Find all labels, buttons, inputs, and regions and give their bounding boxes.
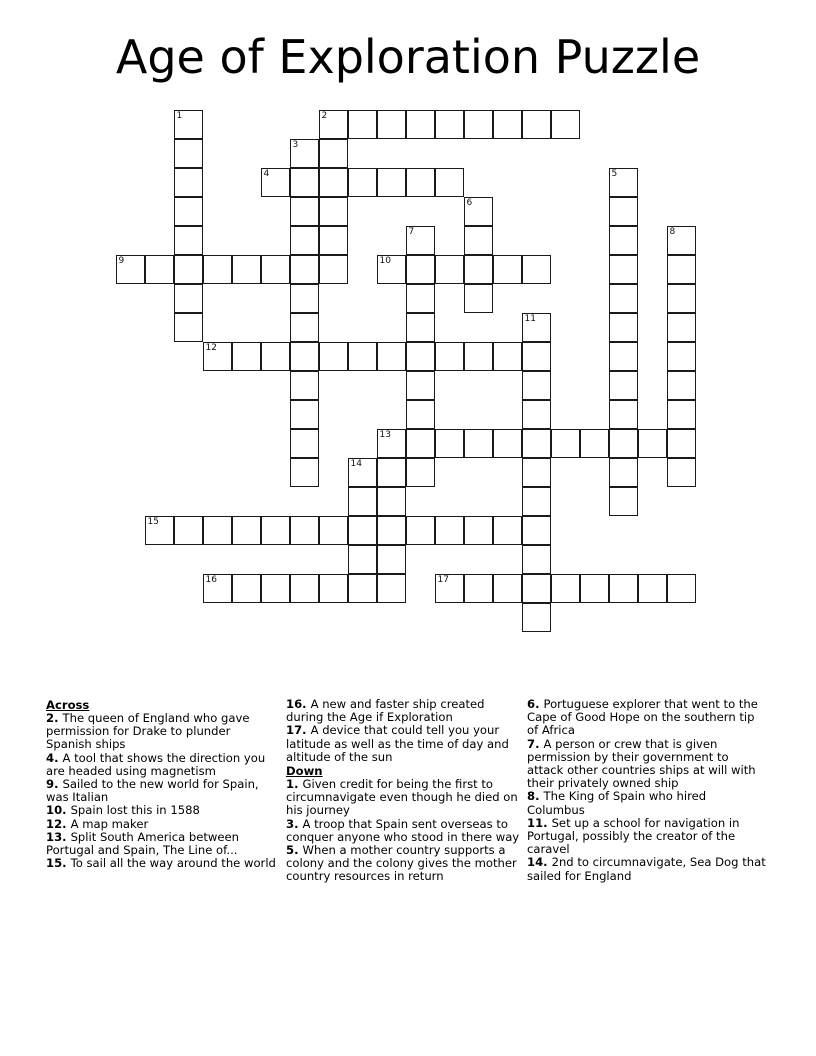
- clue-text: The King of Spain who hired Columbus: [527, 789, 707, 817]
- clues-column-2: [286, 698, 522, 884]
- grid-cell[interactable]: [522, 313, 551, 342]
- grid-cell[interactable]: [493, 255, 522, 284]
- grid-cell[interactable]: [464, 197, 493, 226]
- clue-number: 13.: [46, 829, 71, 844]
- clue-text: A new and faster ship created during the Age if Exploration: [286, 697, 485, 725]
- grid-cell[interactable]: [377, 255, 406, 284]
- grid-cell[interactable]: [290, 371, 319, 400]
- grid-cell[interactable]: [522, 603, 551, 632]
- grid-cell[interactable]: [348, 342, 377, 371]
- clue-across-16: [286, 698, 522, 724]
- down-heading: Down: [286, 764, 323, 779]
- grid-cell[interactable]: [464, 342, 493, 371]
- clue-text: Given credit for being the first to circumnavigate even though he died on his journey: [286, 777, 518, 818]
- grid-cell[interactable]: [435, 342, 464, 371]
- grid-cell[interactable]: [406, 313, 435, 342]
- grid-cell[interactable]: [261, 574, 290, 603]
- grid-cell[interactable]: [290, 284, 319, 313]
- grid-cell[interactable]: [348, 168, 377, 197]
- grid-cell[interactable]: [464, 516, 493, 545]
- grid-cell[interactable]: [667, 255, 696, 284]
- grid-cell[interactable]: [232, 342, 261, 371]
- grid-cell[interactable]: [348, 574, 377, 603]
- grid-cell[interactable]: [435, 429, 464, 458]
- grid-cell[interactable]: [493, 110, 522, 139]
- cell-number: 10: [379, 256, 391, 266]
- clue-across-13: [46, 831, 278, 857]
- across-heading: Across: [46, 698, 90, 712]
- grid-cell[interactable]: [232, 516, 261, 545]
- grid-cell[interactable]: [609, 458, 638, 487]
- grid-cell[interactable]: [406, 255, 435, 284]
- clue-text: To sail all the way around the world: [70, 856, 276, 871]
- grid-cell[interactable]: [174, 313, 203, 342]
- grid-cell[interactable]: [493, 516, 522, 545]
- clue-down-11: [527, 817, 767, 857]
- grid-cell[interactable]: [377, 574, 406, 603]
- clue-number: 10.: [46, 803, 71, 818]
- clue-number: 3.: [286, 816, 303, 831]
- grid-cell[interactable]: [290, 197, 319, 226]
- clue-text: A person or crew that is given permission by their government to attack other countries ships at will with their privately owned ship: [527, 736, 756, 791]
- grid-cell[interactable]: [377, 168, 406, 197]
- cell-number: 4: [263, 169, 270, 179]
- clue-number: 7.: [527, 736, 544, 751]
- clues-column-3: [527, 698, 767, 883]
- grid-cell[interactable]: [174, 284, 203, 313]
- grid-cell[interactable]: [609, 313, 638, 342]
- grid-cell[interactable]: [290, 574, 319, 603]
- grid-cell[interactable]: [464, 110, 493, 139]
- grid-cell[interactable]: [609, 255, 638, 284]
- clue-down-7: [527, 738, 767, 791]
- grid-cell[interactable]: [406, 429, 435, 458]
- grid-cell[interactable]: [667, 429, 696, 458]
- grid-cell[interactable]: [174, 139, 203, 168]
- grid-cell[interactable]: [522, 545, 551, 574]
- grid-cell[interactable]: [203, 342, 232, 371]
- clue-text: A map maker: [70, 816, 149, 831]
- grid-cell[interactable]: [290, 226, 319, 255]
- grid-cell[interactable]: [406, 516, 435, 545]
- grid-cell[interactable]: [609, 226, 638, 255]
- grid-cell[interactable]: [522, 516, 551, 545]
- clue-number: 4.: [46, 750, 63, 765]
- grid-cell[interactable]: [435, 168, 464, 197]
- grid-cell[interactable]: [406, 284, 435, 313]
- clue-text: When a mother country supports a colony and the colony gives the mother country resources in return: [286, 843, 517, 884]
- grid-cell[interactable]: [464, 255, 493, 284]
- page-title: Age of Exploration Puzzle: [115, 30, 701, 84]
- grid-cell[interactable]: [464, 429, 493, 458]
- clue-across-4: [46, 752, 278, 778]
- grid-cell[interactable]: [667, 371, 696, 400]
- grid-cell[interactable]: [522, 110, 551, 139]
- grid-cell[interactable]: [522, 458, 551, 487]
- grid-cell[interactable]: [290, 139, 319, 168]
- clue-down-8: [527, 790, 767, 816]
- grid-cell[interactable]: [116, 255, 145, 284]
- grid-cell[interactable]: [406, 110, 435, 139]
- grid-cell[interactable]: [667, 226, 696, 255]
- grid-cell[interactable]: [464, 284, 493, 313]
- grid-cell[interactable]: [609, 429, 638, 458]
- grid-cell[interactable]: [348, 487, 377, 516]
- grid-cell[interactable]: [406, 458, 435, 487]
- grid-cell[interactable]: [290, 313, 319, 342]
- grid-cell[interactable]: [493, 574, 522, 603]
- grid-cell[interactable]: [174, 197, 203, 226]
- clue-down-6: [527, 698, 767, 738]
- grid-cell[interactable]: [261, 342, 290, 371]
- grid-cell[interactable]: [174, 516, 203, 545]
- grid-cell[interactable]: [348, 516, 377, 545]
- grid-cell[interactable]: [406, 400, 435, 429]
- cell-number: 6: [466, 198, 473, 208]
- cell-number: 13: [379, 430, 391, 440]
- clue-text: A device that could tell you your latitude as well as the time of day and altitude of the sun: [286, 723, 509, 764]
- clue-number: 8.: [527, 789, 544, 804]
- grid-cell[interactable]: [406, 226, 435, 255]
- grid-cell[interactable]: [232, 574, 261, 603]
- grid-cell[interactable]: [406, 342, 435, 371]
- grid-cell[interactable]: [174, 226, 203, 255]
- grid-cell[interactable]: [290, 400, 319, 429]
- grid-cell[interactable]: [290, 255, 319, 284]
- grid-cell[interactable]: [377, 545, 406, 574]
- clue-down-1: [286, 778, 522, 818]
- grid-cell[interactable]: [174, 168, 203, 197]
- grid-cell[interactable]: [290, 342, 319, 371]
- grid-cell[interactable]: [290, 168, 319, 197]
- cell-number: 16: [205, 575, 217, 585]
- cell-number: 14: [350, 459, 362, 469]
- grid-cell[interactable]: [145, 255, 174, 284]
- grid-cell[interactable]: [638, 429, 667, 458]
- grid-cell[interactable]: [493, 429, 522, 458]
- cell-number: 8: [669, 227, 676, 237]
- grid-cell[interactable]: [522, 487, 551, 516]
- grid-cell[interactable]: [203, 574, 232, 603]
- grid-cell[interactable]: [667, 313, 696, 342]
- clue-down-14: [527, 856, 767, 882]
- clue-number: 9.: [46, 777, 63, 792]
- grid-cell[interactable]: [667, 284, 696, 313]
- clue-text: 2nd to circumnavigate, Sea Dog that sailed for England: [527, 855, 766, 883]
- clue-number: 15.: [46, 856, 71, 871]
- grid-cell[interactable]: [609, 168, 638, 197]
- grid-cell[interactable]: [464, 226, 493, 255]
- grid-cell[interactable]: [406, 371, 435, 400]
- grid-cell[interactable]: [203, 516, 232, 545]
- grid-cell[interactable]: [290, 429, 319, 458]
- clue-text: Split South America between Portugal and Spain, The Line of...: [46, 829, 239, 858]
- grid-cell[interactable]: [435, 574, 464, 603]
- clue-text: A tool that shows the direction you are headed using magnetism: [46, 750, 266, 778]
- grid-cell[interactable]: [522, 342, 551, 371]
- grid-cell[interactable]: [174, 255, 203, 284]
- grid-cell[interactable]: [638, 574, 667, 603]
- grid-cell[interactable]: [319, 110, 348, 139]
- grid-cell[interactable]: [522, 255, 551, 284]
- grid-cell[interactable]: [667, 574, 696, 603]
- grid-cell[interactable]: [174, 110, 203, 139]
- clue-number: 16.: [286, 697, 311, 711]
- grid-cell[interactable]: [609, 342, 638, 371]
- grid-cell[interactable]: [377, 110, 406, 139]
- grid-cell[interactable]: [261, 255, 290, 284]
- grid-cell[interactable]: [464, 574, 493, 603]
- grid-cell[interactable]: [609, 400, 638, 429]
- clue-across-15: [46, 857, 278, 870]
- clue-text: Portuguese explorer that went to the Cape of Good Hope on the southern tip of Africa: [527, 697, 758, 738]
- clue-down-3: [286, 818, 522, 844]
- grid-cell[interactable]: [319, 139, 348, 168]
- grid-cell[interactable]: [377, 458, 406, 487]
- clue-text: The queen of England who gave permission for Drake to plunder Spanish ships: [46, 711, 250, 752]
- grid-cell[interactable]: [319, 168, 348, 197]
- cell-number: 12: [205, 343, 217, 353]
- clue-number: 1.: [286, 777, 303, 792]
- grid-cell[interactable]: [319, 342, 348, 371]
- grid-cell[interactable]: [377, 487, 406, 516]
- grid-cell[interactable]: [609, 197, 638, 226]
- clue-text: Sailed to the new world for Spain, was Italian: [46, 777, 259, 805]
- cell-number: 2: [321, 111, 328, 121]
- clue-text: A troop that Spain sent overseas to conquer anyone who stood in there way: [286, 816, 520, 844]
- grid-cell[interactable]: [203, 255, 232, 284]
- clue-text: Spain lost this in 1588: [70, 803, 200, 818]
- grid-cell[interactable]: [580, 429, 609, 458]
- grid-cell[interactable]: [435, 110, 464, 139]
- clue-number: 14.: [527, 855, 552, 870]
- grid-cell[interactable]: [290, 458, 319, 487]
- grid-cell[interactable]: [522, 429, 551, 458]
- grid-cell[interactable]: [261, 516, 290, 545]
- grid-cell[interactable]: [522, 400, 551, 429]
- clue-across-9: [46, 778, 278, 804]
- grid-cell[interactable]: [348, 458, 377, 487]
- cell-number: 9: [118, 256, 125, 266]
- clue-number: 12.: [46, 816, 71, 831]
- grid-cell[interactable]: [522, 574, 551, 603]
- clue-number: 5.: [286, 843, 303, 858]
- cell-number: 11: [524, 314, 536, 324]
- grid-cell[interactable]: [667, 342, 696, 371]
- grid-cell[interactable]: [348, 545, 377, 574]
- grid-cell[interactable]: [319, 574, 348, 603]
- grid-cell[interactable]: [319, 226, 348, 255]
- grid-cell[interactable]: [667, 458, 696, 487]
- grid-cell[interactable]: [377, 342, 406, 371]
- grid-cell[interactable]: [377, 429, 406, 458]
- grid-cell[interactable]: [232, 255, 261, 284]
- grid-cell[interactable]: [348, 110, 377, 139]
- cell-number: 3: [292, 140, 299, 150]
- grid-cell[interactable]: [319, 255, 348, 284]
- clue-number: 2.: [46, 711, 63, 725]
- grid-cell[interactable]: [580, 574, 609, 603]
- grid-cell[interactable]: [319, 516, 348, 545]
- grid-cell[interactable]: [145, 516, 174, 545]
- cell-number: 1: [176, 111, 183, 121]
- cell-number: 15: [147, 517, 159, 527]
- clue-across-2: [46, 712, 278, 752]
- grid-cell[interactable]: [522, 371, 551, 400]
- grid-cell[interactable]: [435, 516, 464, 545]
- clue-number: 11.: [527, 815, 552, 830]
- grid-cell[interactable]: [609, 284, 638, 313]
- clues-section: [0, 698, 816, 978]
- grid-cell[interactable]: [609, 487, 638, 516]
- grid-cell[interactable]: [261, 168, 290, 197]
- grid-cell[interactable]: [551, 574, 580, 603]
- grid-cell[interactable]: [609, 574, 638, 603]
- grid-cell[interactable]: [435, 255, 464, 284]
- grid-cell[interactable]: [406, 168, 435, 197]
- clue-across-17: [286, 724, 522, 764]
- grid-cell[interactable]: [493, 342, 522, 371]
- clues-column-1: [46, 698, 278, 870]
- clue-down-5: [286, 844, 522, 884]
- clue-number: 17.: [286, 723, 311, 738]
- grid-cell[interactable]: [319, 197, 348, 226]
- clue-text: Set up a school for navigation in Portugal, possibly the creator of the caravel: [527, 815, 740, 857]
- grid-cell[interactable]: [551, 429, 580, 458]
- clue-number: 6.: [527, 697, 544, 711]
- grid-cell[interactable]: [551, 110, 580, 139]
- grid-cell[interactable]: [609, 371, 638, 400]
- grid-cell[interactable]: [377, 516, 406, 545]
- cell-number: 5: [611, 169, 618, 179]
- grid-cell[interactable]: [290, 516, 319, 545]
- grid-cell[interactable]: [667, 400, 696, 429]
- cell-number: 7: [408, 227, 415, 237]
- cell-number: 17: [437, 575, 449, 585]
